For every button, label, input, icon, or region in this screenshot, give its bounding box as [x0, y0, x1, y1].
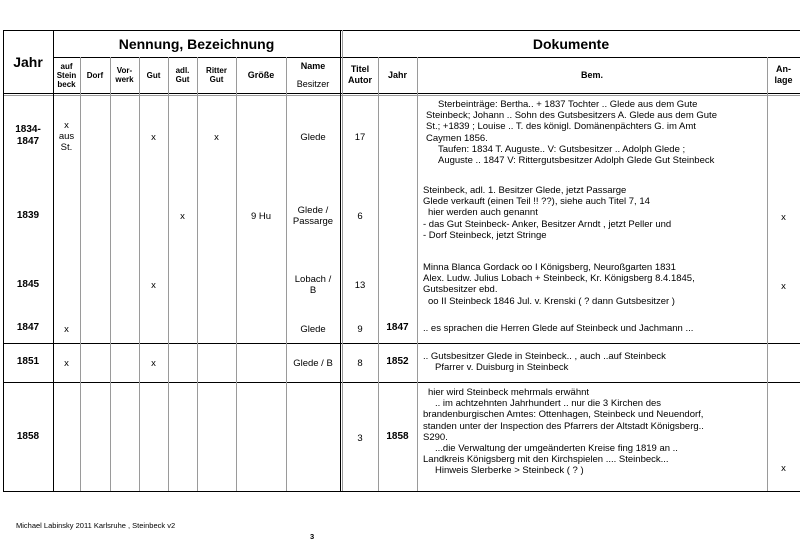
row-1834-bem: Sterbeinträge: Bertha.. + 1837 Tochter .. Glede aus dem Gute Steinbeck; Johann .. Sohn des Gutsbesitzers A. Glede aus dem Gute St.; +1839 ; Louise .. T. des königl. Domänenpächters G. im Amt Caymen 1856. Taufen: 1834 T. Auguste.. V: Gutsbesitzer .. Adolph Glede ; Auguste .. 1847 V: Rittergutsbesitzer Adolph Glede Gut Steinbeck	[426, 99, 717, 167]
row-1847-name: Glede	[300, 323, 326, 335]
row-1839-titel: 6	[357, 210, 363, 222]
row-1858-anlage: x	[781, 462, 786, 474]
row-1839-jahr: 1839	[16, 210, 40, 221]
header-adl-gut: adl. Gut	[175, 66, 190, 84]
row-1845-jahr: 1845	[16, 279, 40, 290]
header-jahr: Jahr	[13, 53, 43, 70]
table-bottom-border	[3, 491, 800, 492]
header-groesse: Größe	[247, 69, 275, 80]
header-anlage: An- lage	[774, 64, 793, 85]
header-gut: Gut	[146, 70, 161, 80]
header-bottom-border	[3, 93, 800, 94]
row-1845-titel: 13	[354, 279, 366, 291]
row-1847-bem: .. es sprachen die Herren Glede auf Steinbeck und Jachmann ...	[423, 323, 694, 334]
row-1834-auf-steinbeck: x aus St.	[58, 119, 75, 153]
row-1858-jahr: 1858	[16, 431, 40, 442]
header-besitzer: Besitzer	[296, 79, 330, 89]
row-1845-anlage: x	[781, 280, 786, 292]
row-1851-gut: x	[151, 357, 156, 369]
row-1858-doc-jahr: 1858	[386, 431, 409, 442]
row-1858-titel: 3	[357, 432, 363, 444]
header-titel-autor: Titel Autor	[348, 64, 372, 85]
header-bem: Bem.	[580, 69, 603, 80]
column-divider	[236, 57, 237, 491]
footer-author: Michael Labinsky 2011 Karlsruhe , Steinbeck v2	[16, 521, 176, 530]
row-1847-auf-steinbeck: x	[64, 323, 69, 335]
row-separator	[3, 343, 800, 344]
row-1839-bem: Steinbeck, adl. 1. Besitzer Glede, jetzt Passarge Glede verkauft (einen Teil !! ??), siehe auch Titel 7, 14 hier werden auch genannt - das Gut Steinbeck- Anker, Besitzer Arndt , jetzt Peller und - Dorf Steinbeck, jetzt Stringe	[423, 185, 672, 241]
row-1834-titel: 17	[354, 131, 366, 143]
row-1847-jahr: 1847	[16, 322, 40, 333]
column-divider	[417, 57, 418, 491]
header-ritter-gut: Ritter Gut	[206, 66, 227, 84]
row-1845-name: Lobach / B	[294, 274, 332, 296]
header-group-nennung: Nennung, Bezeichnung	[118, 35, 275, 52]
row-1851-bem: .. Gutsbesitzer Glede in Steinbeck.. , auch ..auf Steinbeck Pfarrer v. Duisburg in Steinbeck	[423, 351, 666, 374]
row-1847-titel: 9	[357, 323, 363, 335]
row-1834-gut: x	[151, 131, 156, 143]
column-divider	[53, 30, 54, 491]
row-1834-jahr: 1834- 1847	[15, 124, 41, 147]
header-dorf: Dorf	[86, 70, 104, 80]
header-auf-steinbeck: auf Stein beck	[56, 61, 77, 89]
row-1851-doc-jahr: 1852	[386, 356, 409, 367]
row-1839-anlage: x	[781, 211, 786, 223]
row-1851-jahr: 1851	[16, 356, 40, 367]
column-divider	[80, 57, 81, 491]
column-divider	[139, 57, 140, 491]
row-1847-doc-jahr: 1847	[386, 322, 409, 333]
row-1839-groesse: 9 Hu	[250, 210, 272, 222]
header-doc-jahr: Jahr	[387, 69, 407, 80]
row-1851-dorf: x	[64, 357, 69, 369]
row-1858-bem: hier wird Steinbeck mehrmals erwähnt .. im achtzehnten Jahrhundert .. nur die 3 Kirchen des brandenburgischen Amtes: Ottenhagen, Steinbeck und Neuendorf, standen unter der Inspection des Pfarrers der Altstadt Königsberg.. S290. ...die Verwaltung der umgeänderten Kreise fing 1819 an .. Landkreis Königsberg mit den Kirchspielen .... Steinbeck... Hinweis Slerberke > Steinbeck ( ? )	[423, 387, 704, 477]
row-1851-name: Glede / B	[293, 357, 333, 369]
column-divider	[168, 57, 169, 491]
header-vorwerk: Vor- werk	[115, 66, 134, 84]
column-divider	[378, 57, 379, 491]
group-divider	[340, 30, 341, 491]
row-separator	[3, 382, 800, 383]
column-divider	[110, 57, 111, 491]
column-divider	[767, 57, 768, 491]
header-double-border	[3, 95, 800, 96]
group-divider-double	[342, 30, 343, 491]
row-1834-ritter-gut: x	[214, 131, 219, 143]
row-1851-titel: 8	[357, 357, 363, 369]
column-divider	[197, 57, 198, 491]
header-group-dokumente: Dokumente	[532, 35, 610, 52]
header-name: Name	[300, 61, 326, 71]
row-1845-gut: x	[151, 279, 156, 291]
table-left-border	[3, 30, 4, 491]
row-1834-name: Glede	[300, 131, 326, 143]
row-1845-bem: Minna Blanca Gordack oo I Königsberg, Neuroßgarten 1831 Alex. Ludw. Julius Lobach + Steinbeck, Kr. Königsberg 8.4.1845, Gutsbesitzer ebd. oo II Steinbeck 1846 Jul. v. Krenski ( ? dann Gutsbesitzer )	[423, 262, 695, 307]
page-number: 3	[310, 532, 315, 541]
row-1839-name: Glede / Passarge	[292, 205, 334, 227]
row-1839-adl-gut: x	[180, 210, 185, 222]
